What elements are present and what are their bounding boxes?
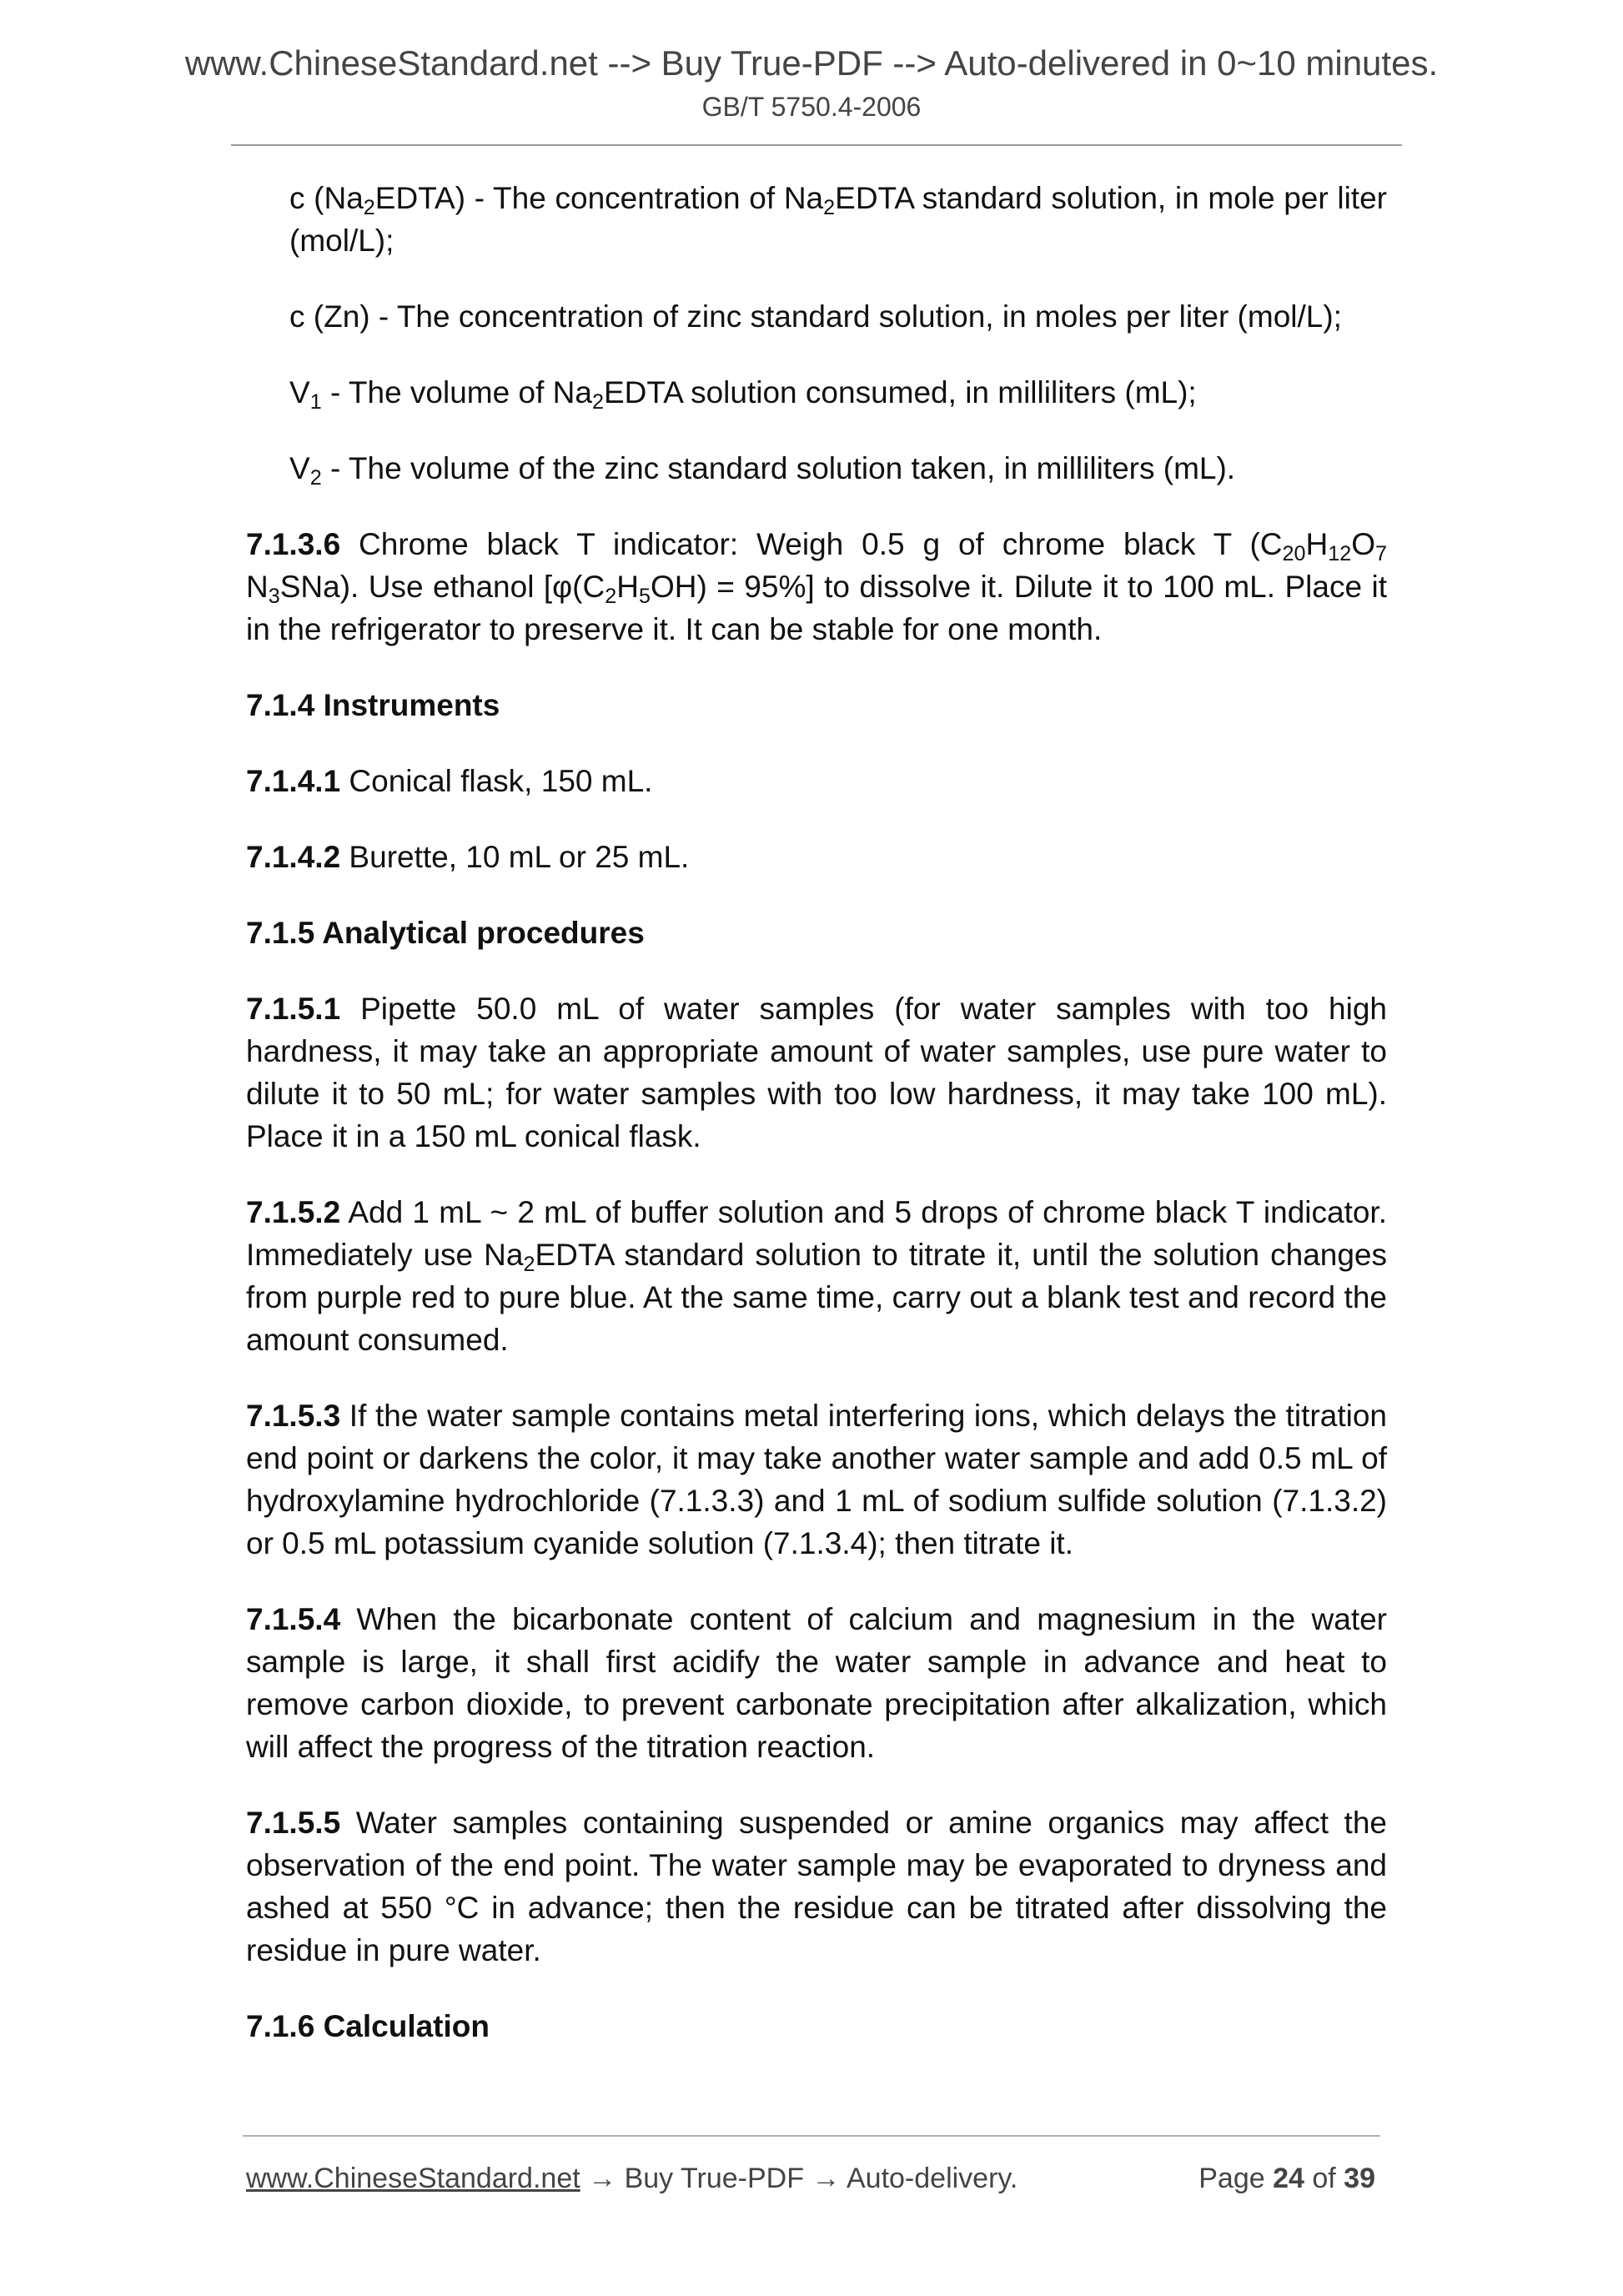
section-heading-7-1-5: 7.1.5 Analytical procedures [246, 916, 645, 950]
clause-7-1-4-2: 7.1.4.2 Burette, 10 mL or 25 mL. [246, 840, 690, 874]
definition-c-na2edta: c $(Na_2EDTA)$ - The concentration of $Na_2EDTA$ standard solution, in mole per liter (mol/L); [289, 181, 1387, 258]
definition-c-zn: c (Zn) - The concentration of zinc standard solution, in moles per liter (mol/L); [289, 299, 1342, 334]
definition-v1: $V_1$ - The volume of $Na_2EDTA$ solution consumed, in milliliters (mL); [289, 375, 1197, 414]
definition-v2: $V_2$ - The volume of the zinc standard solution taken, in milliliters (mL). [289, 451, 1236, 490]
section-heading-7-1-4: 7.1.4 Instruments [246, 688, 500, 722]
header-divider [231, 144, 1402, 146]
page-number: 24 [1273, 2163, 1304, 2194]
clause-7-1-5-3: 7.1.5.3 If the water sample contains metal interfering ions, which delays the titration end point or darkens the color, it may take another water sample and add 0.5 mL of hydroxylamine hydrochloride (7.1.3.3) and 1 mL of sodium sulfide solution (7.1.3.2) or 0.5 mL potassium cyanide solution (7.1.3.4); then titrate it. [246, 1399, 1387, 1560]
clause-7-1-5-4: 7.1.5.4 When the bicarbonate content of calcium and magnesium in the water sample is large, it shall first acidify the water sample in advance and heat to remove carbon dioxide, to prevent carbonate precipitation after alkalization, which will affect the progress of the titration reaction. [246, 1602, 1387, 1764]
footer-promo-text: → Buy True-PDF → Auto-delivery. [580, 2163, 1018, 2194]
footer [246, 2160, 1375, 2197]
page-body [246, 177, 1387, 2081]
footer-site-link[interactable]: www.ChineseStandard.net [246, 2163, 580, 2194]
clause-7-1-4-1: 7.1.4.1 Conical flask, 150 mL. [246, 764, 653, 798]
clause-7-1-5-1: 7.1.5.1 Pipette 50.0 mL of water samples (for water samples with too high hardness, it may take an appropriate amount of water samples, use pure water to dilute it to 50 mL; for water samples with too low hardness, it may take 100 mL). Place it in a 150 mL conical flask. [246, 992, 1387, 1153]
clause-7-1-5-2: 7.1.5.2 Add 1 mL ~ 2 mL of buffer solution and 5 drops of chrome black T indicator. Immediately use $Na_2EDTA$ standard solution to titrate it, until the solution changes from purple red to pure blue. At the same time, carry out a blank test and record the amount consumed. [246, 1195, 1387, 1357]
standard-number: GB/T 5750.4-2006 [701, 92, 922, 122]
clause-7-1-5-5: 7.1.5.5 Water samples containing suspended or amine organics may affect the observation of the end point. The water sample may be evaporated to dryness and ashed at 550 °C in advance; then the residue can be titrated after dissolving the residue in pure water. [246, 1806, 1387, 1967]
footer-divider [243, 2135, 1380, 2137]
footer-promo [246, 2160, 1018, 2197]
page-total: 39 [1344, 2163, 1375, 2194]
clause-7-1-3-6: 7.1.3.6 Chrome black T indicator: Weigh 0.5 g of chrome black T ($C_{20}H_{12}O_7$ $N_3SNa$). Use ethanol $[\varphi(C_2H_5OH) = 95\%]$ to dissolve it. Dilute it to 100 mL. Place it in the refrigerator to preserve it. It can be stable for one month. [246, 527, 1387, 646]
page-indicator: Page 24 of 39 [1198, 2163, 1375, 2194]
header-title: www.ChineseStandard.net --> Buy True-PDF --> Auto-delivered in 0~10 minutes. [184, 43, 1439, 83]
section-heading-7-1-6: 7.1.6 Calculation [246, 2009, 490, 2043]
